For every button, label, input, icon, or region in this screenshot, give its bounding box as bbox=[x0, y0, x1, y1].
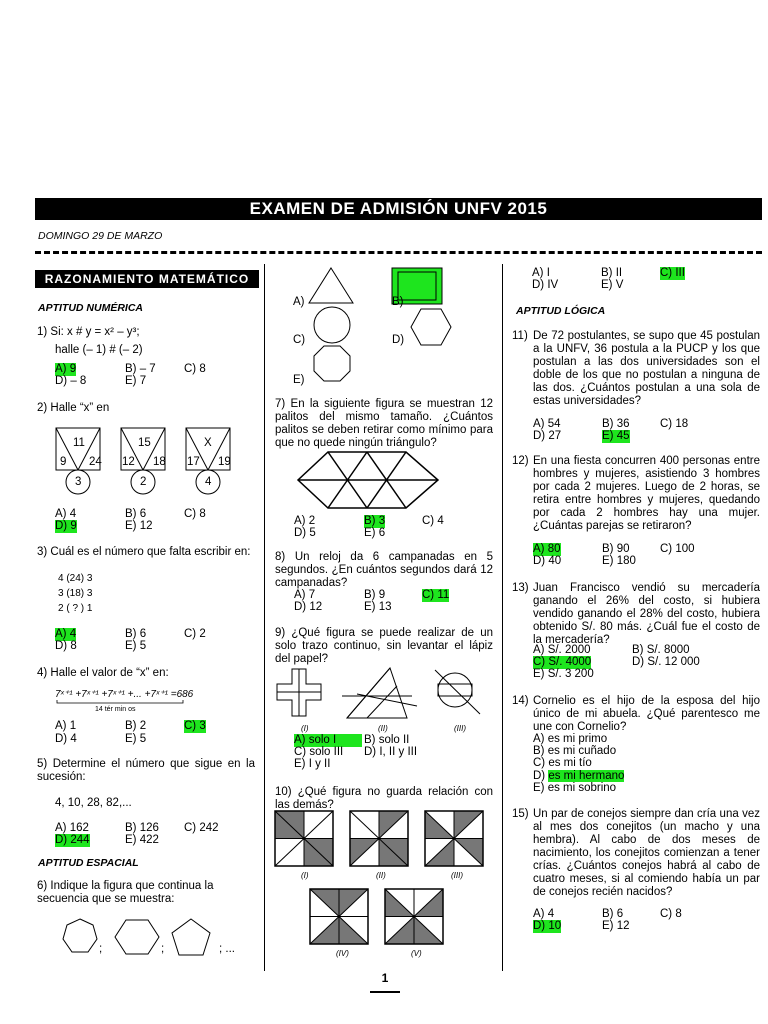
q3-row1: 4 (24) 3 bbox=[58, 573, 93, 584]
q1-option-d: D) – 8 bbox=[55, 375, 87, 387]
pentagon-shape bbox=[172, 919, 210, 955]
q12-number: 12) bbox=[512, 455, 529, 467]
q10-option-b: B) II bbox=[601, 267, 623, 279]
q9-text: 9) ¿Qué figura se puede realizar de un solo trazo continuo, sin levantar el lápiz del papel? bbox=[275, 627, 493, 665]
q12-option-a: A) 80 bbox=[533, 543, 561, 555]
q2-option-a: A) 4 bbox=[55, 508, 77, 520]
q1-option-a: A) 9 bbox=[55, 363, 77, 375]
subsection-numerica: APTITUD NUMÉRICA bbox=[38, 302, 143, 314]
q12-option-b: B) 90 bbox=[602, 543, 630, 555]
q14-option-e: E) es mi sobrino bbox=[533, 782, 617, 794]
q11-number: 11) bbox=[512, 330, 528, 342]
q14-option-b: B) es mi cuñado bbox=[533, 745, 617, 757]
q8-option-d: D) 12 bbox=[294, 601, 323, 613]
q9-option-c: C) solo III bbox=[294, 746, 344, 758]
q6-text: 6) Indique la figura que continua la secuencia que se muestra: bbox=[37, 880, 214, 905]
q4-option-a: A) 1 bbox=[55, 720, 77, 732]
q12-option-e: E) 180 bbox=[602, 555, 636, 567]
q3-option-e: E) 5 bbox=[125, 640, 147, 652]
q12-option-d: D) 40 bbox=[533, 555, 562, 567]
q9-option-d: D) I, II y III bbox=[364, 746, 418, 758]
q9-label-1: (I) bbox=[301, 724, 309, 733]
q4-option-c: C) 3 bbox=[184, 720, 206, 732]
q13-number: 13) bbox=[512, 582, 529, 594]
q14-option-a: A) es mi primo bbox=[533, 733, 608, 745]
q1-line1: 1) Si: x # y = x² – y³; bbox=[37, 326, 140, 338]
q5-option-c: C) 242 bbox=[184, 822, 219, 834]
q7-option-a: A) 2 bbox=[294, 515, 316, 527]
q1-line2: halle (– 1) # (– 2) bbox=[55, 344, 143, 356]
q10-option-e: E) V bbox=[601, 279, 624, 291]
heptagon-shape bbox=[63, 919, 97, 952]
q8-option-a: A) 7 bbox=[294, 589, 316, 601]
q7-option-c: C) 4 bbox=[422, 515, 444, 527]
q6-option-a: A) bbox=[293, 296, 305, 308]
q6-option-b: B) bbox=[392, 296, 404, 308]
q6-option-c: C) bbox=[293, 334, 306, 346]
q3-option-c: C) 2 bbox=[184, 628, 206, 640]
q4-brace-label: 14 tér min os bbox=[95, 706, 136, 713]
q5-text: 5) Determine el número que sigue en la sucesión: bbox=[37, 758, 255, 783]
q9-label-3: (III) bbox=[454, 724, 466, 733]
exam-title: EXAMEN DE ADMISIÓN UNFV 2015 bbox=[35, 198, 762, 220]
q2-option-c: C) 8 bbox=[184, 508, 206, 520]
q14-option-d-letter: D) bbox=[533, 770, 549, 782]
exam-date: DOMINGO 29 DE MARZO bbox=[38, 230, 163, 242]
q13-text: Juan Francisco vendió su mercadería ganando el 26% del costo, si hubiera vendido ganando el 28% del costo, hubiera obtenido S/. 80 más. ¿Cuál fue el costo de la mercadería? bbox=[533, 582, 760, 646]
q1-option-e: E) 7 bbox=[125, 375, 147, 387]
q10-label-2: (II) bbox=[376, 871, 386, 880]
q6-sep1: ; bbox=[99, 943, 103, 955]
q7-text: 7) En la siguiente figura se muestran 12 palitos del mismo tamaño. ¿Cuántos palitos se deben retirar como mínimo para que no quede ningún triángulo? bbox=[275, 398, 493, 449]
q2-fig2-right: 18 bbox=[153, 456, 166, 468]
q2-fig2-circle: 2 bbox=[140, 476, 147, 488]
q4-option-e: E) 5 bbox=[125, 733, 147, 745]
q3-text: 3) Cuál es el número que falta escribir en: bbox=[37, 546, 251, 558]
q3-option-b: B) 6 bbox=[125, 628, 147, 640]
q13-option-a: A) S/. 2000 bbox=[533, 644, 591, 656]
q2-fig1-left: 9 bbox=[60, 456, 67, 468]
q6-option-d: D) bbox=[392, 334, 405, 346]
q9-label-2: (II) bbox=[378, 724, 388, 733]
triangle-shape bbox=[309, 268, 353, 303]
q2-fig1-right: 24 bbox=[89, 456, 102, 468]
q14-text: Cornelio es el hijo de la esposa del hijo único de mi abuela. ¿Qué parentesco me une con Cornelio? bbox=[533, 695, 760, 733]
q14-option-d-text: es mi hermano bbox=[548, 770, 625, 782]
q14-number: 14) bbox=[512, 695, 529, 707]
q10-label-5: (V) bbox=[411, 949, 422, 958]
q15-option-e: E) 12 bbox=[602, 920, 630, 932]
subsection-espacial: APTITUD ESPACIAL bbox=[38, 857, 139, 869]
q15-option-c: C) 8 bbox=[660, 908, 682, 920]
q11-option-b: B) 36 bbox=[602, 418, 630, 430]
q3-option-d: D) 8 bbox=[55, 640, 77, 652]
page-number-underline bbox=[370, 991, 400, 993]
q7-option-d: D) 5 bbox=[294, 527, 316, 539]
q8-text: 8) Un reloj da 6 campanadas en 5 segundos. ¿En cuántos segundos dará 12 campanadas? bbox=[275, 551, 493, 589]
q5-option-e: E) 422 bbox=[125, 834, 159, 846]
q1-option-b: B) – 7 bbox=[125, 363, 156, 375]
column-divider-left bbox=[264, 264, 265, 971]
q6-sep3: ; ... bbox=[219, 943, 235, 955]
q2-text: 2) Halle “x” en bbox=[37, 402, 110, 414]
q6-option-figures bbox=[305, 265, 465, 385]
q9-option-a: A) solo I bbox=[294, 734, 362, 747]
dashed-divider bbox=[35, 251, 762, 254]
hexagon-shape bbox=[411, 309, 451, 345]
q15-option-d: D) 10 bbox=[533, 920, 562, 932]
q10-option-d: D) IV bbox=[532, 279, 559, 291]
q4-option-b: B) 2 bbox=[125, 720, 147, 732]
hexagon-shape bbox=[115, 920, 159, 954]
q13-option-e: E) S/. 3 200 bbox=[533, 668, 594, 680]
q5-sequence: 4, 10, 28, 82,... bbox=[55, 797, 132, 809]
q10-label-3: (III) bbox=[451, 871, 463, 880]
q5-option-d: D) 244 bbox=[55, 834, 90, 846]
q13-option-b: B) S/. 8000 bbox=[632, 644, 690, 656]
q6-option-e: E) bbox=[293, 374, 305, 386]
q10-label-1: (I) bbox=[301, 871, 309, 880]
q11-option-e: E) 45 bbox=[602, 430, 630, 442]
q10-option-c: C) III bbox=[660, 267, 685, 279]
page-number: 1 bbox=[381, 971, 389, 985]
q2-fig3-top: X bbox=[204, 437, 212, 449]
q10-label-4: (IV) bbox=[336, 949, 349, 958]
octagon-shape bbox=[314, 346, 350, 381]
q2-fig3-circle: 4 bbox=[205, 476, 212, 488]
q12-option-c: C) 100 bbox=[660, 543, 695, 555]
q7-option-b: B) 3 bbox=[364, 515, 386, 527]
q13-option-d: D) S/. 12 000 bbox=[632, 656, 700, 668]
q2-option-d: D) 9 bbox=[55, 520, 77, 532]
q3-row3: 2 ( ? ) 1 bbox=[58, 603, 93, 614]
q6-sep2: ; bbox=[161, 943, 165, 955]
q13-option-c: C) S/. 4000 bbox=[533, 656, 592, 668]
q15-number: 15) bbox=[512, 808, 529, 820]
q4-text: 4) Halle el valor de “x” en: bbox=[37, 667, 169, 679]
column-divider-right bbox=[502, 264, 503, 971]
q15-option-b: B) 6 bbox=[602, 908, 624, 920]
q7-hexagon-figure bbox=[296, 450, 446, 510]
q4-option-d: D) 4 bbox=[55, 733, 77, 745]
q2-fig3-left: 17 bbox=[187, 456, 200, 468]
q2-fig2-left: 12 bbox=[122, 456, 135, 468]
q1-option-c: C) 8 bbox=[184, 363, 206, 375]
q15-option-a: A) 4 bbox=[533, 908, 555, 920]
q12-text: En una fiesta concurren 400 personas entre hombres y mujeres, asistiendo 3 hombres por cada 2 mujeres. Luego de 2 horas, se retira entre hombres y mujeres, quedando por cada 2 hombres hay una mujer. ¿Cuántas parejas se retiraron? bbox=[533, 455, 760, 532]
q8-option-e: E) 13 bbox=[364, 601, 392, 613]
q9-option-e: E) I y II bbox=[294, 758, 331, 770]
q10-text: 10) ¿Qué figura no guarda relación con las demás? bbox=[275, 786, 493, 811]
q11-option-a: A) 54 bbox=[533, 418, 561, 430]
subsection-logica: APTITUD LÓGICA bbox=[516, 305, 606, 317]
q7-option-e: E) 6 bbox=[364, 527, 386, 539]
q4-equation: 7ˣ⁺¹ +7ˣ⁺¹ +7ˣ⁺¹ +... +7ˣ⁺¹ =686 bbox=[55, 689, 194, 700]
q5-option-b: B) 126 bbox=[125, 822, 159, 834]
q11-text: De 72 postulantes, se supo que 45 postulan a la UNFV, 36 postula a la PUCP y los que postulan a las dos universidades son el doble de los que no postulan a ninguna de las dos. ¿Cuántos postulan a una sola de estas universidades? bbox=[533, 330, 760, 407]
q10-option-a: A) I bbox=[532, 267, 550, 279]
q9-figures bbox=[272, 666, 497, 722]
q9-option-b: B) solo II bbox=[364, 734, 410, 746]
section-title: RAZONAMIENTO MATEMÁTICO bbox=[35, 270, 259, 288]
q3-option-a: A) 4 bbox=[55, 628, 77, 640]
q2-option-b: B) 6 bbox=[125, 508, 147, 520]
q11-option-c: C) 18 bbox=[660, 418, 689, 430]
q2-fig1-circle: 3 bbox=[75, 476, 82, 488]
q2-option-e: E) 12 bbox=[125, 520, 153, 532]
q2-fig2-top: 15 bbox=[138, 437, 151, 449]
q8-option-b: B) 9 bbox=[364, 589, 386, 601]
q8-option-c: C) 11 bbox=[422, 589, 450, 601]
q3-row2: 3 (18) 3 bbox=[58, 588, 93, 599]
circle-shape bbox=[314, 307, 350, 343]
q2-fig1-top: 11 bbox=[73, 437, 85, 449]
q14-option-c: C) es mi tío bbox=[533, 757, 592, 769]
q2-fig3-right: 19 bbox=[218, 456, 231, 468]
q11-option-d: D) 27 bbox=[533, 430, 562, 442]
q15-text: Un par de conejos siempre dan cría una vez al mes dos conejitos (un macho y una hembra). Al cabo de dos meses de nacimiento, los conejitos comienzan a tener crías. ¿Cuántos conejos habrá al cabo de cuatro meses, si al comiendo había un par de conejos recién nacidos? bbox=[533, 808, 760, 898]
q5-option-a: A) 162 bbox=[55, 822, 89, 834]
